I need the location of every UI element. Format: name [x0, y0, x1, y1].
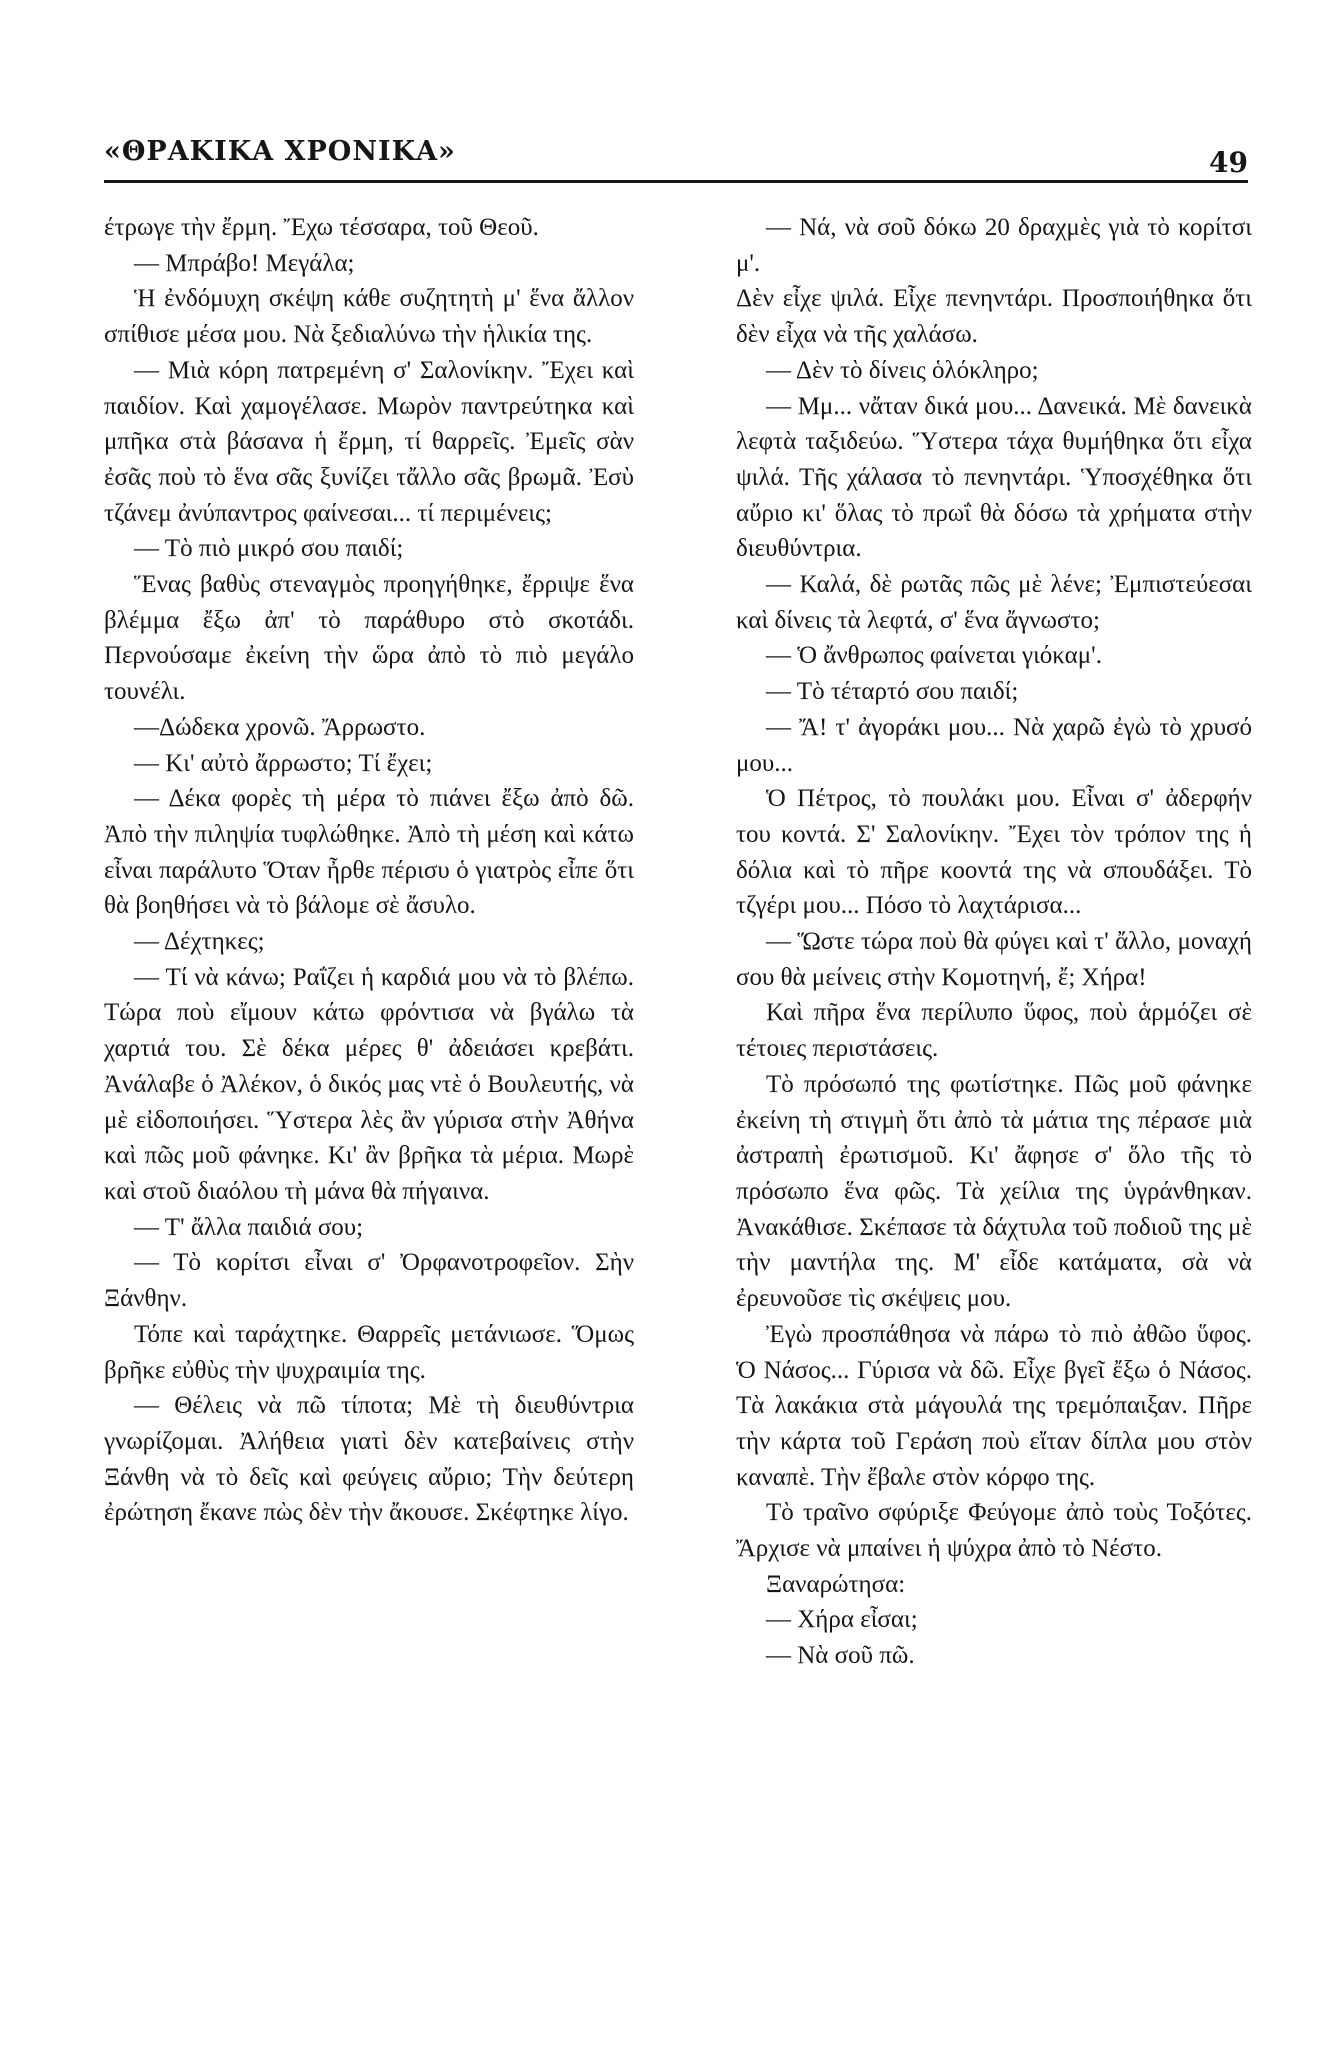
journal-title: «ΘΡΑΚΙΚΑ ΧΡΟΝΙΚΑ» — [104, 136, 456, 167]
paragraph: — Μμ... νἄταν δικά μου... Δανεικά. Μὲ δανεικὰ λεφτὰ ταξιδεύω. Ὕστερα τάχα θυμήθηκα ὅτι εἶχα ψιλά. Τῆς χάλασα τὸ πενηντάρι. Ὑποσχέθηκα ὅτι αὔριο κι' ὅλας τὸ πρωΐ θὰ δόσω τὰ χρήματα στὴν διευθύντρια. — [736, 392, 1252, 563]
paragraph: Δὲν εἶχε ψιλά. Εἶχε πενηντάρι. Προσποιήθηκα ὅτι δὲν εἶχα νὰ τῆς χαλάσω. — [736, 285, 1252, 349]
paragraph: Ἐγὼ προσπάθησα νὰ πάρω τὸ πιὸ ἀθῶο ὕφος. Ὁ Νάσος... Γύρισα νὰ δῶ. Εἶχε βγεῖ ἔξω ὁ Νάσος. Τὰ λακάκια στὰ μάγουλά της τρεμόπαιξαν. Πῆρε τὴν κάρτα τοῦ Γεράση ποὺ εἴταν δίπλα μου στὸν καναπὲ. Τὴν ἔβαλε στὸν κόρφο της. — [736, 1320, 1252, 1491]
paragraph: Καὶ πῆρα ἕνα περίλυπο ὕφος, ποὺ ἁρμόζει σὲ τέτοιες περιστάσεις. — [736, 999, 1252, 1063]
paragraph: — Τὸ πιὸ μικρό σου παιδί; — [134, 535, 404, 563]
paragraph: έτρωγε τὴν ἔρμη. Ἔχω τέσσαρα, τοῦ Θεοῦ. — [104, 214, 539, 241]
paragraph: — Τ' ἄλλα παιδιά σου; — [134, 1213, 364, 1241]
paragraph: Ἕνας βαθὺς στεναγμὸς προηγήθηκε, ἔρριψε ἕνα βλέμμα ἔξω ἀπ' τὸ παράθυρο στὸ σκοτάδι. Περνούσαμε ἐκείνη τὴν ὥρα ἀπὸ τὸ πιὸ μεγάλο τουνέλι. — [104, 571, 634, 706]
paragraph: — Ὥστε τώρα ποὺ θὰ φύγει καὶ τ' ἄλλο, μοναχή σου θὰ μείνεις στὴν Κομοτηνή, ἔ; Χήρα! — [736, 928, 1252, 991]
paragraph: — Ἄ! τ' ἀγοράκι μου... Νὰ χαρῶ ἐγὼ τὸ χρυσό μου... — [736, 713, 1252, 777]
paragraph: Τὸ πρόσωπό της φωτίστηκε. Πῶς μοῦ φάνηκε ἐκείνη τὴ στιγμὴ ὅτι ἀπὸ τὰ μάτια της πέρασε μιὰ ἀστραπὴ ἐρωτισμοῦ. Κι' ἄφησε σ' ὅλο τῆς τὸ πρόσωπο ἕνα φῶς. Τὰ χείλια της ὑγράνθηκαν. Ἀνακάθισε. Σκέπασε τὰ δάχτυλα τοῦ ποδιοῦ της μὲ τὴν μαντήλα της. Μ' εἶδε κατάματα, σὰ νὰ ἐρευνοῦσε τὶς σκέψεις μου. — [736, 1070, 1252, 1313]
paragraph: — Τί νὰ κάνω; Ραΐζει ἡ καρδιά μου νὰ τὸ βλέπω. Τώρα ποὺ εἴμουν κάτω φρόντισα νὰ βγάλω τὰ χαρτιά του. Σὲ δέκα μέρες θ' ἀδειάσει κρεβάτι. Ἀνάλαβε ὁ Ἀλέκον, ὁ δικός μας ντὲ ὁ Βουλευτής, νὰ μὲ εἰδοποιήσει. Ὕστερα λὲς ἂν γύρισα στὴν Ἀθήνα καὶ πῶς μοῦ φάνηκε. Κι' ἂν βρῆκα τὰ μέρια. Μωρὲ καὶ στοῦ διαόλου τὴ μάνα θὰ πήγαινα. — [104, 963, 634, 1205]
paragraph: —Δώδεκα χρονῶ. Ἄρρωστο. — [134, 713, 426, 741]
paragraph: Τόπε καὶ ταράχτηκε. Θαρρεῖς μετάνιωσε. Ὅμως βρῆκε εὐθὺς τὴν ψυχραιμία της. — [104, 1320, 634, 1384]
paragraph: Ὁ Πέτρος, τὸ πουλάκι μου. Εἶναι σ' ἀδερφήν του κοντά. Σ' Σαλονίκην. Ἔχει τὸν τρόπον της ἡ δόλια καὶ τὸ πῆρε κοοντά της νὰ σπουδάξει. Τὸ τζγέρι μου... Πόσο τὸ λαχτάρισα... — [736, 785, 1252, 920]
paragraph: — Μπράβο! Μεγάλα; — [134, 249, 355, 277]
paragraph: — Δέχτηκες; — [134, 928, 265, 956]
left-column — [104, 210, 634, 1531]
paragraph: Ξαναρώτησα: — [766, 1570, 906, 1598]
paragraph: — Δέκα φορὲς τὴ μέρα τὸ πιάνει ἔξω ἀπὸ δῶ. Ἀπὸ τὴν πιληψία τυφλώθηκε. Ἀπὸ τὴ μέση καὶ κάτω εἶναι παράλυτο Ὅταν ἦρθε πέρισυ ὁ γιατρὸς εἶπε ὅτι θὰ βοηθήσει νὰ τὸ βάλομε σὲ ἄσυλο. — [104, 785, 634, 920]
paragraph: — Τὸ τέταρτό σου παιδί; — [766, 678, 1019, 706]
right-column — [736, 210, 1252, 1674]
paragraph: — Μιὰ κόρη πατρεμένη σ' Σαλονίκην. Ἔχει καὶ παιδίον. Καὶ χαμογέλασε. Μωρὸν παντρεύτηκα καὶ μπῆκα στὰ βάσανα ἡ ἔρμη, τί θαρρεῖς. Ἐμεῖς σὰν ἐσᾶς ποὺ τὸ ἕνα σᾶς ξυνίζει τἄλλο σᾶς βρωμᾶ. Ἐσὺ τζάνεμ ἀνύπαντρος φαίνεσαι... τί περιμένεις; — [104, 356, 634, 527]
paragraph: — Κι' αὐτὸ ἄρρωστο; Τί ἔχει; — [134, 749, 433, 777]
paragraph: Ἡ ἐνδόμυχη σκέψη κάθε συζητητὴ μ' ἕνα ἄλλον σπίθισε μέσα μου. Νὰ ξεδιαλύνω τὴν ἡλικία της. — [104, 285, 634, 349]
paragraph: — Νὰ σοῦ πῶ. — [766, 1642, 915, 1670]
paragraph: — Καλά, δὲ ρωτᾶς πῶς μὲ λένε; Ἐμπιστεύεσαι καὶ δίνεις τὰ λεφτά, σ' ἕνα ἄγνωστο; — [736, 571, 1252, 634]
page-number: 49 — [1209, 146, 1248, 179]
header-rule — [104, 180, 1248, 183]
paragraph: Τὸ τραῖνο σφύριξε Φεύγομε ἀπὸ τοὺς Τοξότες. Ἄρχισε νὰ μπαίνει ἡ ψύχρα ἀπὸ τὸ Νέστο. — [736, 1499, 1252, 1563]
paragraph: — Νά, νὰ σοῦ δόκω 20 δραχμὲς γιὰ τὸ κορίτσι μ'. — [736, 214, 1252, 277]
paragraph: — Χήρα εἶσαι; — [766, 1606, 918, 1634]
paragraph: — Δὲν τὸ δίνεις ὁλόκληρο; — [766, 356, 1039, 384]
paragraph: — Τὸ κορίτσι εἶναι σ' Ὀρφανοτροφεῖον. Σὴν Ξάνθην. — [104, 1249, 634, 1313]
paragraph: — Ὁ ἄνθρωπος φαίνεται γιόκαμ'. — [766, 642, 1102, 670]
running-header — [104, 136, 1248, 180]
paragraph: — Θέλεις νὰ πῶ τίποτα; Μὲ τὴ διευθύντρια γνωρίζομαι. Ἀλήθεια γιατὶ δὲν κατεβαίνεις στὴν Ξάνθη νὰ τὸ δεῖς καὶ φεύγεις αὔριο; Τὴν δεύτερη ἐρώτηση ἔκανε πὼς δὲν τὴν ἄκουσε. Σκέφτηκε λίγο. — [104, 1392, 634, 1527]
